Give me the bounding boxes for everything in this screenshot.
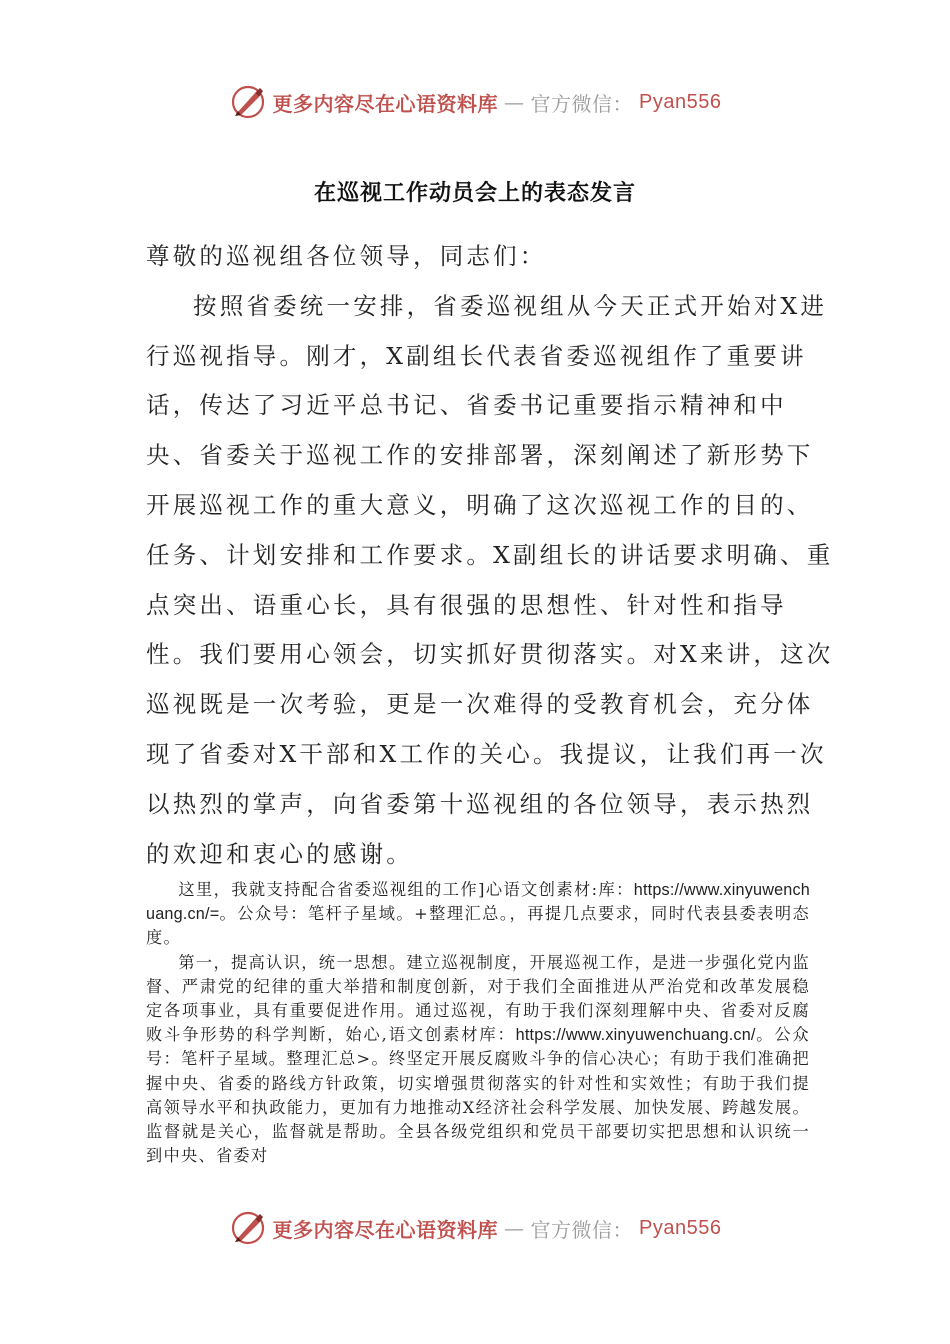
pen-logo-icon (229, 83, 267, 121)
footer-wechat-id: Pyan556 (639, 1216, 722, 1239)
paragraph-2-url: https://www.xinyuwenchuang.cn/= (146, 881, 810, 924)
salutation: 尊敬的巡视组各位领导，同志们： (146, 242, 547, 270)
header-lead-text: 更多内容尽在心语资料库 (272, 91, 499, 116)
document-title: 在巡视工作动员会上的表态发言 (313, 181, 636, 206)
footer-dash: — (504, 1216, 525, 1240)
header-banner[interactable] (0, 80, 950, 124)
footer-official-label: 官方微信： (530, 1217, 634, 1242)
paragraph-3-url: https://www.xinyuwenchuang.cn/ (515, 1026, 756, 1045)
paragraph-3 (146, 951, 810, 1169)
large-text-section (146, 232, 836, 879)
header-dash: — (504, 90, 525, 114)
paragraph-3-text-a: 第一，提高认识，统一思想。建立巡视制度，开展巡视工作，是进一步强化党内监督、严肃党的纪律的重大举措和制度创新，对于我们全面推进从严治党和改革发展稳定各项事业，具有重要促进作用。通过巡视，有助于我们深刻理解中央、省委对反腐败斗争形势的科学判断，始心,语文创素材库： (146, 952, 810, 1045)
paragraph-2-text-b: 。公众号：笔杆子星域。+整理汇总。，再提几点要求，同时代表县委表明态度。 (146, 904, 810, 948)
header-wechat-id: Pyan556 (639, 90, 722, 113)
paragraph-2-text-a: 这里，我就支持配合省委巡视组的工作]心语文创素材:库： (178, 880, 634, 899)
small-text-section (146, 878, 810, 1168)
paragraph-2 (146, 878, 810, 951)
paragraph-3-text-b: 。公众号：笔杆子星域。整理汇总>。终坚定开展反腐败斗争的信心决心；有助于我们准确把握中央、省委的路线方针政策，切实增强贯彻落实的针对性和实效性；有助于我们提高领导水平和执政能力，更加有力地推动X经济社会科学发展、加快发展、跨越发展。监督就是关心，监督就是帮助。全县各级党组织和党员干部要切实把思想和认识统一到中央、省委对 (146, 1025, 810, 1166)
pen-logo-icon (229, 1209, 267, 1247)
footer-banner[interactable] (0, 1206, 950, 1250)
paragraph-1: 按照省委统一安排，省委巡视组从今天正式开始对X进行巡视指导。刚才，X副组长代表省委巡视组作了重要讲话，传达了习近平总书记、省委书记重要指示精神和中央、省委关于巡视工作的安排部署，深刻阐述了新形势下开展巡视工作的重大意义，明确了这次巡视工作的目的、任务、计划安排和工作要求。X副组长的讲话要求明确、重点突出、语重心长，具有很强的思想性、针对性和指导性。我们要用心领会，切实抓好贯彻落实。对X来讲，这次巡视既是一次考验，更是一次难得的受教育机会，充分体现了省委对X干部和X工作的关心。我提议，让我们再一次以热烈的掌声，向省委第十巡视组的各位领导，表示热烈的欢迎和衷心的感谢。 (146, 291, 834, 868)
footer-lead-text: 更多内容尽在心语资料库 (272, 1217, 499, 1242)
header-official-label: 官方微信： (530, 91, 634, 116)
